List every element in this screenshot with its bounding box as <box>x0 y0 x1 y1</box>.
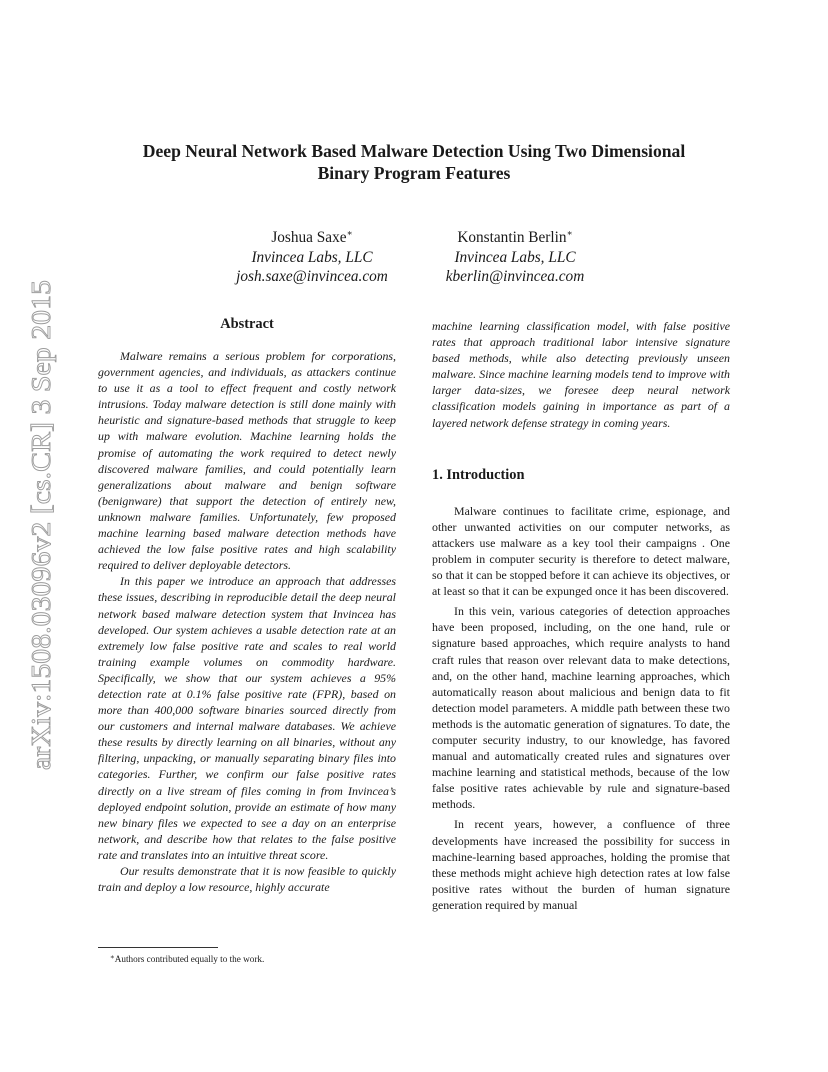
arxiv-stamp <box>6 270 66 770</box>
footnote <box>98 947 396 965</box>
arxiv-id: arXiv:1508.03096v2 [cs.CR] 3 Sep 2015 <box>26 327 56 770</box>
author-name: Konstantin Berlin <box>457 229 567 246</box>
author-email: josh.saxe@invincea.com <box>236 268 388 285</box>
abstract-heading: Abstract <box>220 316 274 332</box>
author-affiliation: Invincea Labs, LLC <box>454 248 576 266</box>
author-name: Joshua Saxe <box>271 229 347 246</box>
author-block-1 <box>222 228 402 287</box>
introduction-paragraph-1: Malware continues to facilitate crime, espionage, and other unwanted activities on our computer networks, as attackers use malware as a key tool their campaigns . One problem in computer security is therefore to detect malware, so that it can be stopped before it can achieve its objectives, or at least so that it can be expunged once it has been discovered. <box>432 503 730 599</box>
abstract-paragraph-3: Our results demonstrate that it is now feasible to quickly train and deploy a low resource, highly accurate <box>98 864 396 895</box>
right-column <box>432 318 730 913</box>
abstract-paragraph-1: Malware remains a serious problem for corporations, government agencies, and individuals, as attackers continue to use it as a tool to effect frequent and costly network intrusions. Today malware detection is still done mainly with heuristic and signature-based methods that struggle to keep up with malware evolution. Machine learning holds the promise of automating the work required to detect newly discovered malware families, and could potentially learn generalizations about malware and benign software (benignware) that support the detection of entirely new, unknown malware families. Unfortunately, few proposed machine learning based malware detection methods have achieved the low false positive rates and high scalability required to deliver deployable detectors. <box>98 349 396 573</box>
left-column <box>98 314 396 895</box>
paper-title-line-1: Deep Neural Network Based Malware Detection Using Two Dimensional <box>142 141 686 161</box>
paper-title-line-2: Binary Program Features <box>317 163 511 183</box>
footnote-mark: ∗ <box>110 953 115 961</box>
abstract-paragraph-3-continued: machine learning classification model, with false positive rates that approach traditional labor intensive signature based methods, while also detecting previously unseen malware. Since machine learning models tend to improve with larger data-sizes, we foresee deep neural network classification models gaining in importance as part of a layered network defense strategy in coming years. <box>432 319 730 430</box>
abstract-continuation <box>432 318 730 431</box>
introduction-body <box>432 503 730 913</box>
author-affiliation: Invincea Labs, LLC <box>251 248 373 266</box>
introduction-paragraph-2: In this vein, various categories of detection approaches have been proposed, including, on the one hand, rule or signature based approaches, which require analysts to hand craft rules that reason over relevant data to make detections, and, on the other hand, machine learning approaches, which automatically reason about malicious and benign data to fit detection model parameters. A middle path between these two methods is the automatic generation of signatures. To date, the computer security industry, to our knowledge, has favored manual and automatically created rules and signatures over machine learning and statistical methods, because of the low false positive rates achievable by rule and signature-based methods. <box>432 604 730 812</box>
author-mark: ∗ <box>346 228 353 238</box>
abstract-paragraph-2: In this paper we introduce an approach that addresses these issues, describing in reproducible detail the deep neural network based malware detection system that Invincea has developed. Our system achieves a usable detection rate at an extremely low false positive rate and scales to real world training example volumes on commodity hardware. Specifically, we show that our system achieves a 95% detection rate at 0.1% false positive rate (FPR), based on more than 400,000 software binaries sourced directly from our customers and internal malware databases. We achieve these results by directly learning on all binaries, without any filtering, unpacking, or manually separating binary files into categories. Further, we confirm our false positive rates directly on a live stream of files coming in from Invincea’s deployed endpoint solution, provide an estimate of how many new binary files we expected to see a day on an enterprise network, and describe how that relates to the false positive rate and translates into an intuitive threat score. <box>98 574 396 862</box>
author-block-2 <box>425 228 605 287</box>
author-mark: ∗ <box>566 228 573 238</box>
footnote-rule <box>98 947 218 948</box>
footnote-text: Authors contributed equally to the work. <box>114 954 265 964</box>
arxiv-stamp-svg <box>6 270 66 770</box>
author-email: kberlin@invincea.com <box>445 268 585 285</box>
introduction-heading: 1. Introduction <box>432 466 525 483</box>
introduction-paragraph-3: In recent years, however, a confluence of three developments have increased the possibility for success in machine-learning based approaches, holding the promise that these methods might achieve high detection rates at low false positive rates without the burden of human signature generation required by manual <box>432 817 730 912</box>
paper-title <box>100 140 728 184</box>
